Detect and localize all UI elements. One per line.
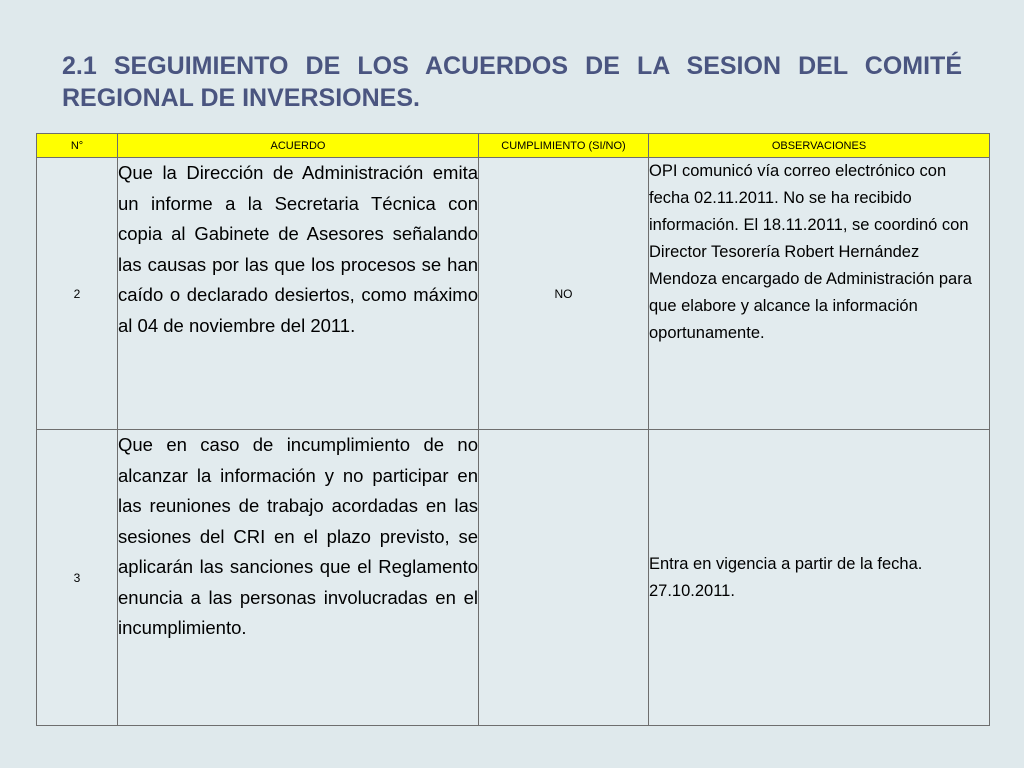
agreement-cell: Que la Dirección de Administración emita un informe a la Secretaria Técnica con copia al Gabinete de Asesores señalando las causas por las que los procesos se han caído o declarado desiertos, como máximo al 04 de noviembre del 2011.: [118, 158, 479, 430]
table-header-row: [37, 134, 990, 158]
compliance-cell: [479, 430, 649, 726]
row-number-cell: 2: [37, 158, 118, 430]
header-compliance: CUMPLIMIENTO (SI/NO): [479, 134, 649, 158]
agreements-table: [36, 133, 990, 726]
table-row: [37, 430, 990, 726]
header-agreement: ACUERDO: [118, 134, 479, 158]
observations-cell: OPI comunicó vía correo electrónico con fecha 02.11.2011. No se ha recibido información. El 18.11.2011, se coordinó con Director Tesorería Robert Hernández Mendoza encargado de Administración para que elabore y alcance la información oportunamente.: [649, 158, 990, 430]
table-row: [37, 158, 990, 430]
observations-cell: Entra en vigencia a partir de la fecha. 27.10.2011.: [649, 430, 990, 726]
row-number-cell: 3: [37, 430, 118, 726]
header-observations: OBSERVACIONES: [649, 134, 990, 158]
agreement-cell: Que en caso de incumplimiento de no alcanzar la información y no participar en las reuniones de trabajo acordadas en las sesiones del CRI en el plazo previsto, se aplicarán las sanciones que el Reglamento enuncia a las personas involucradas en el incumplimiento.: [118, 430, 479, 726]
page-title: 2.1 SEGUIMIENTO DE LOS ACUERDOS DE LA SESION DEL COMITÉ REGIONAL DE INVERSIONES.: [62, 52, 962, 112]
header-number: N°: [37, 134, 118, 158]
compliance-cell: NO: [479, 158, 649, 430]
